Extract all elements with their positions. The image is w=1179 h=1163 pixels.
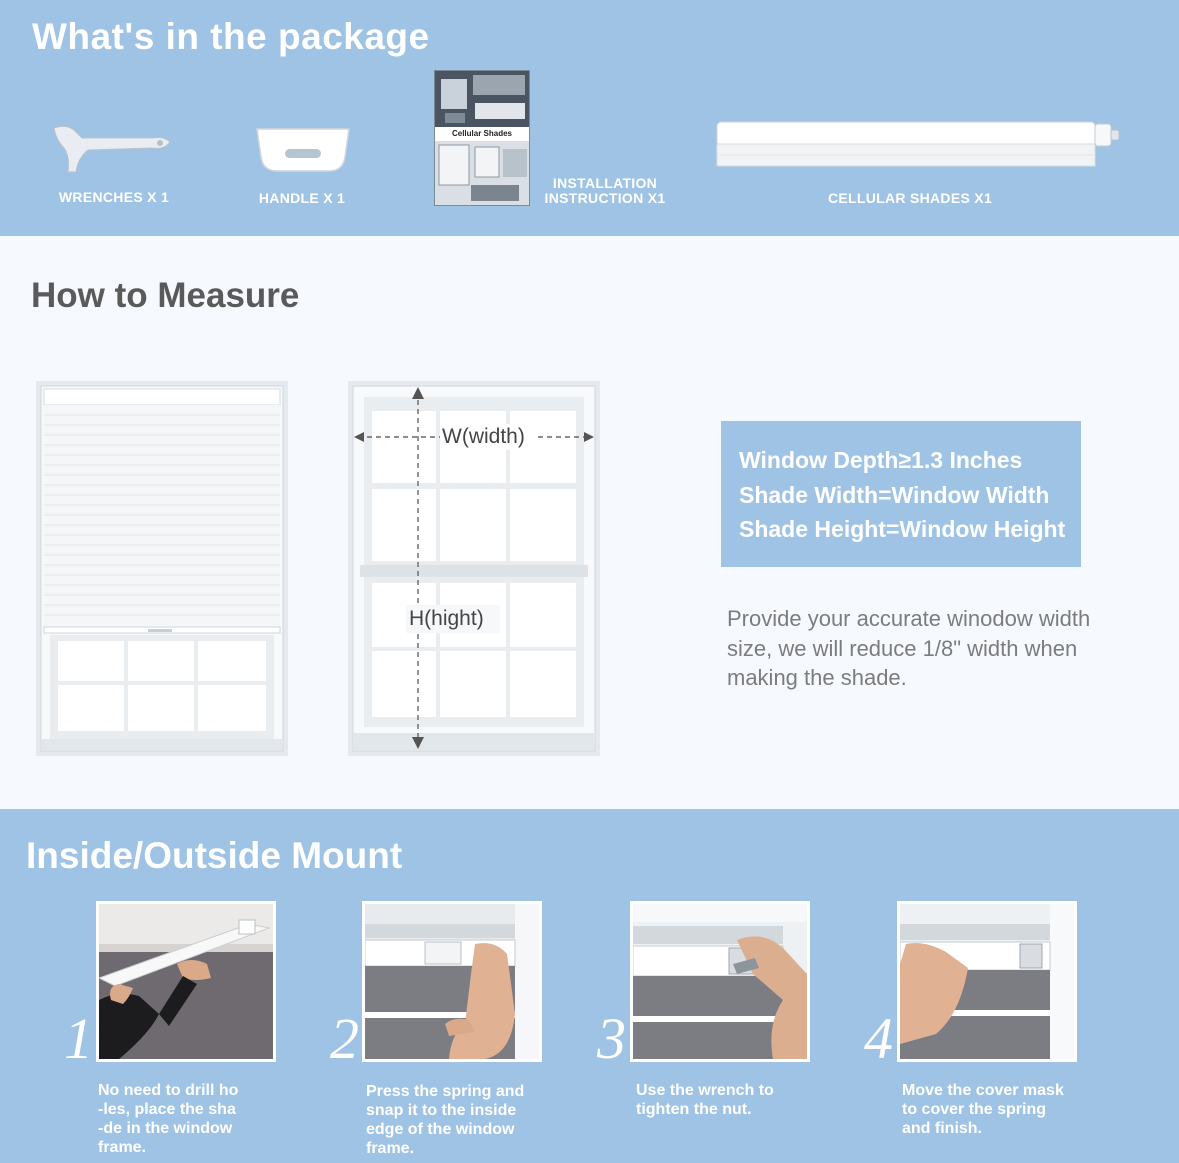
rule-shade-height: Shade Height=Window Height (739, 516, 1066, 542)
step-2-photo (362, 901, 542, 1062)
measure-window-illustration (348, 381, 600, 761)
step-number: 1 (64, 1006, 93, 1071)
step-4-photo (897, 901, 1077, 1062)
step-1-photo (96, 901, 276, 1062)
height-label: H(hight) (409, 607, 484, 630)
measure-section (0, 236, 1179, 809)
cellular-shade-rail (715, 118, 1125, 175)
package-item-label: HANDLE X 1 (258, 190, 346, 206)
rule-window-depth: Window Depth≥1.3 Inches (739, 447, 1023, 473)
width-label: W(width) (442, 425, 525, 448)
width-reduction-note: Provide your accurate winodow width size, we will reduce 1/8" width when making the shade. (727, 606, 1091, 690)
package-item-label: INSTALLATION INSTRUCTION X1 (544, 175, 666, 206)
wrench-icon (52, 124, 172, 179)
mount-title: Inside/Outside Mount (26, 835, 403, 876)
step-instruction: Press the spring and snap it to the inside edge of the window frame. (366, 1083, 525, 1157)
step-instruction: No need to drill ho -les, place the sha -de in the window frame. (98, 1082, 239, 1156)
manual-cover-title: Cellular Shades (451, 129, 513, 138)
step-instruction: Use the wrench to tighten the nut. (636, 1082, 774, 1118)
handle-icon (255, 127, 351, 178)
step-number: 4 (864, 1006, 893, 1071)
step-number: 3 (597, 1006, 626, 1071)
measurement-rules-box (721, 421, 1081, 567)
package-item-label: CELLULAR SHADES X1 (827, 190, 993, 206)
manual-cover (434, 70, 530, 206)
step-number: 2 (330, 1006, 359, 1071)
package-title: What's in the package (32, 16, 430, 57)
step-instruction: Move the cover mask to cover the spring and finish. (902, 1082, 1064, 1137)
package-section (0, 0, 1179, 236)
mount-section (0, 809, 1179, 1163)
rule-shade-width: Shade Width=Window Width (739, 481, 1050, 508)
shaded-window-illustration (36, 381, 288, 761)
measure-title: How to Measure (31, 276, 300, 315)
package-item-label: WRENCHES X 1 (58, 189, 170, 205)
step-3-photo (630, 901, 810, 1062)
